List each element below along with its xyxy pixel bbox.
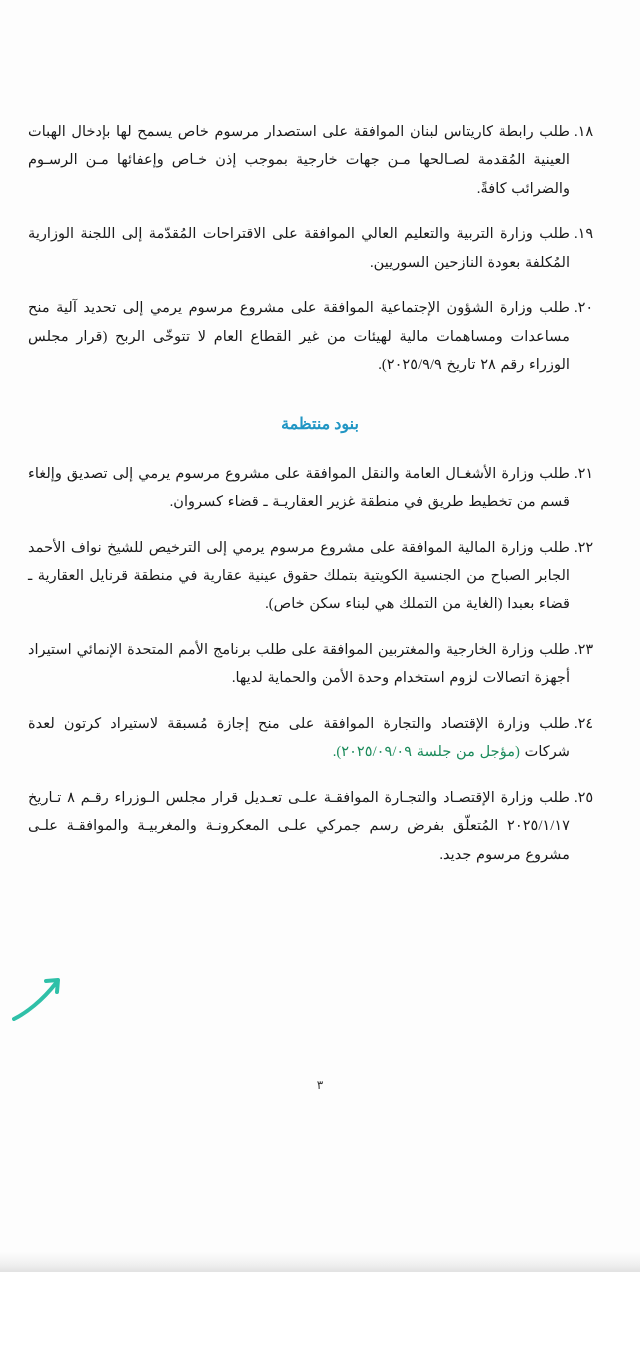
item-number: ٢٥. xyxy=(574,789,594,806)
item-text: طلب وزارة التربية والتعليم العالي الموافقة على الاقتراحات المُقدّمة إلى اللجنة الوزارية المُكلفة بعودة النازحين السوريين. xyxy=(28,226,570,271)
item-number: ٢٤. xyxy=(574,715,594,732)
list-item xyxy=(28,118,612,203)
item-text: طلب وزارة الخارجية والمغتربين الموافقة على طلب برنامج الأمم المتحدة الإنمائي استيراد أجهزة اتصالات لزوم استخدام وحدة الأمن والحماية لديها. xyxy=(28,641,570,687)
item-text: طلب وزارة المالية الموافقة على مشروع مرسوم يرمي إلى الترخيص للشيخ نواف الأحمد الجابر الصباح من الجنسية الكويتية بتملك حقوق عينية عقارية في منطقة قرنايل العقارية ـ قضاء بعبدا (الغاية من التملك هي لبناء سكن خاص). xyxy=(28,539,570,613)
list-item xyxy=(28,636,612,693)
list-item xyxy=(28,220,612,277)
item-text-main: طلب وزارة الإقتصاد والتجارة الموافقة على منح إجازة مُسبقة لاستيراد كرتون لعدة شركات xyxy=(28,715,570,761)
item-text: طلب رابطة كاريتاس لبنان الموافقة على استصدار مرسوم خاص يسمح لها بإدخال الهبات العينية المُقدمة لصـالحها مـن جهات خارجية بموجب إذن خـاص وإعفائها مـن الرسـوم والضرائب كافةً. xyxy=(28,124,570,197)
document-content xyxy=(0,118,640,886)
item-number: ٢٢. xyxy=(574,539,594,556)
item-text: طلب وزارة الشؤون الإجتماعية الموافقة على مشروع مرسوم يرمي إلى تحديد آلية منح مساعدات ومساهمات مالية لهيئات من غير القطاع العام لا تتوخّى الربح (قرار مجلس الوزراء رقم ٢٨ تاريخ ٢٠٢٥/٩/٩). xyxy=(28,300,570,374)
page-number: ٣ xyxy=(316,1078,324,1092)
item-text: طلب وزارة الأشغـال العامة والنقل الموافقة على مشروع مرسوم يرمي إلى تصديق وإلغاء قسم من تخطيط طريق في منطقة غزير العقاريـة ـ قضاء كسروان. xyxy=(28,465,570,511)
item-number: ٢٠. xyxy=(574,300,594,317)
list-item xyxy=(28,534,612,619)
page-background xyxy=(0,1272,640,1372)
page-edge-shadow xyxy=(0,1252,640,1272)
item-number: ٢١. xyxy=(574,465,594,482)
list-item xyxy=(28,294,612,379)
item-text: طلب وزارة الإقتصـاد والتجـارة الموافقـة علـى تعـديل قرار مجلس الـوزراء رقـم ٨ تـاريخ ٢٠٢٥/١/١٧ المُتعلّق بفرض رسم جمركي علـى المعكرونـة والمغربيـة والموافقـة علـى مشروع مرسوم جديد. xyxy=(28,789,570,863)
list-item xyxy=(28,460,612,517)
item-note: (مؤجل من جلسة ٢٠٢٥/٠٩/٠٩). xyxy=(332,744,520,761)
list-item xyxy=(28,784,612,869)
item-number: ٢٣. xyxy=(574,641,594,658)
item-number: ١٩. xyxy=(574,226,594,243)
item-text xyxy=(28,710,570,767)
list-item xyxy=(28,710,612,767)
section-heading: بنود منتظمة xyxy=(281,415,359,433)
item-number: ١٨. xyxy=(574,124,594,140)
teal-swoosh-mark xyxy=(12,975,68,1021)
